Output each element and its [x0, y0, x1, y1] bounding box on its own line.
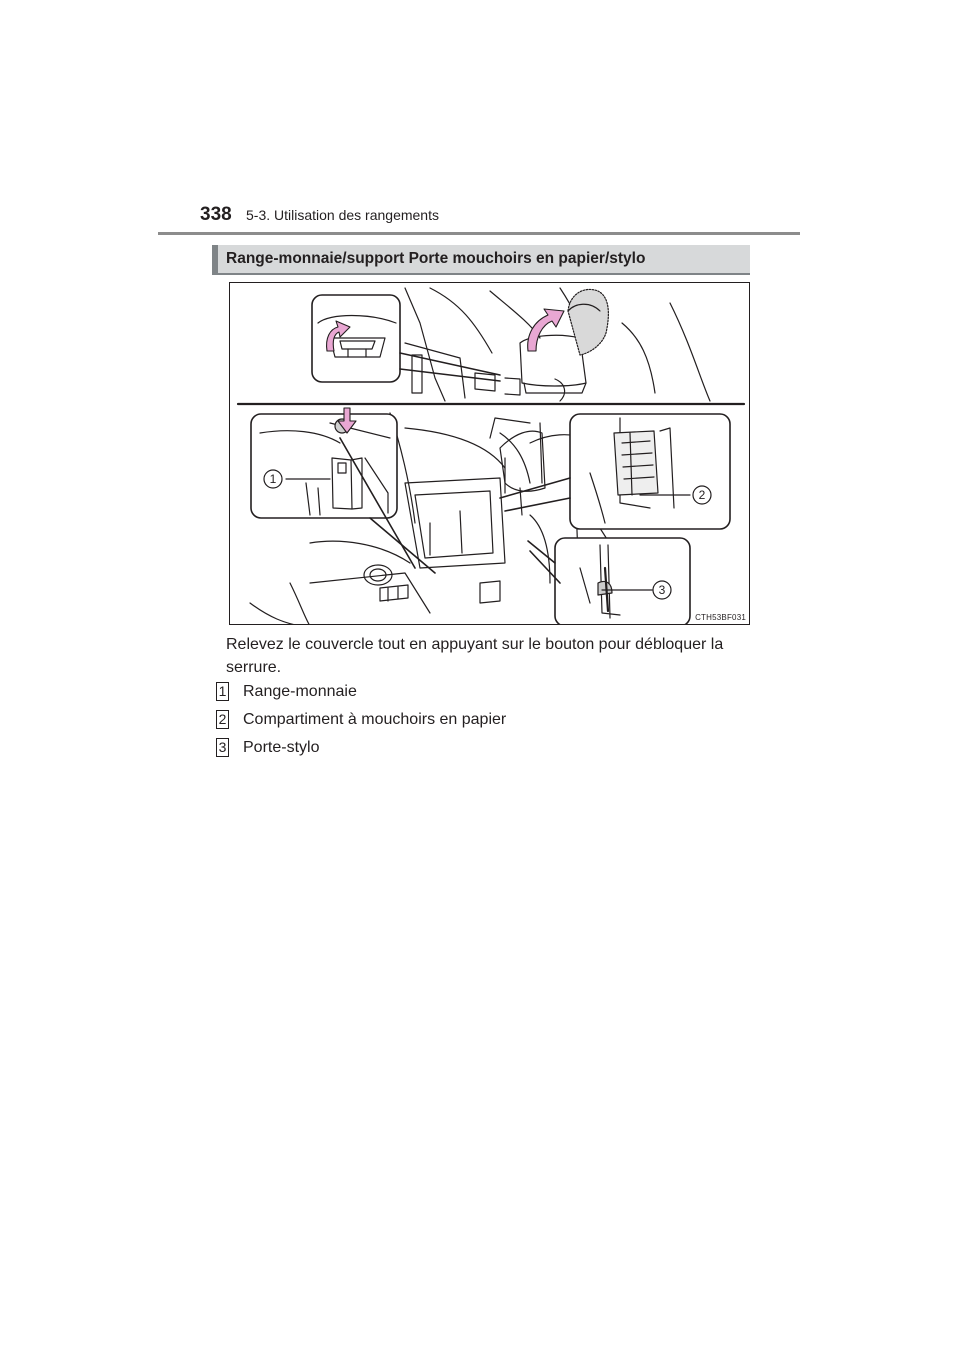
figure-code: CTH53BF031: [695, 613, 746, 622]
callout-2-label: 2: [698, 488, 706, 502]
instruction-text: Relevez le couvercle tout en appuyant sur le bouton pour débloquer la serrure.: [226, 636, 724, 676]
heading-accent-bar: [212, 245, 218, 273]
header-divider: [158, 232, 800, 235]
console-illustration: [229, 282, 750, 625]
legend-label: Compartiment à mouchoirs en papier: [243, 711, 507, 728]
legend-label: Range-monnaie: [243, 683, 357, 700]
legend-number-box: 2: [216, 710, 229, 729]
legend-label: Porte-stylo: [243, 739, 320, 756]
callout-3-label: 3: [658, 583, 666, 597]
legend-number-box: 3: [216, 738, 229, 757]
callout-1-label: 1: [269, 472, 277, 486]
console-line-drawing: [230, 283, 750, 625]
subsection-heading-bar: [212, 245, 750, 275]
legend-number-box: 1: [216, 682, 229, 701]
section-title: 5-3. Utilisation des rangements: [246, 207, 439, 223]
subsection-heading: Range-monnaie/support Porte mouchoirs en papier/stylo: [226, 250, 646, 267]
page-number: 338: [200, 204, 232, 225]
